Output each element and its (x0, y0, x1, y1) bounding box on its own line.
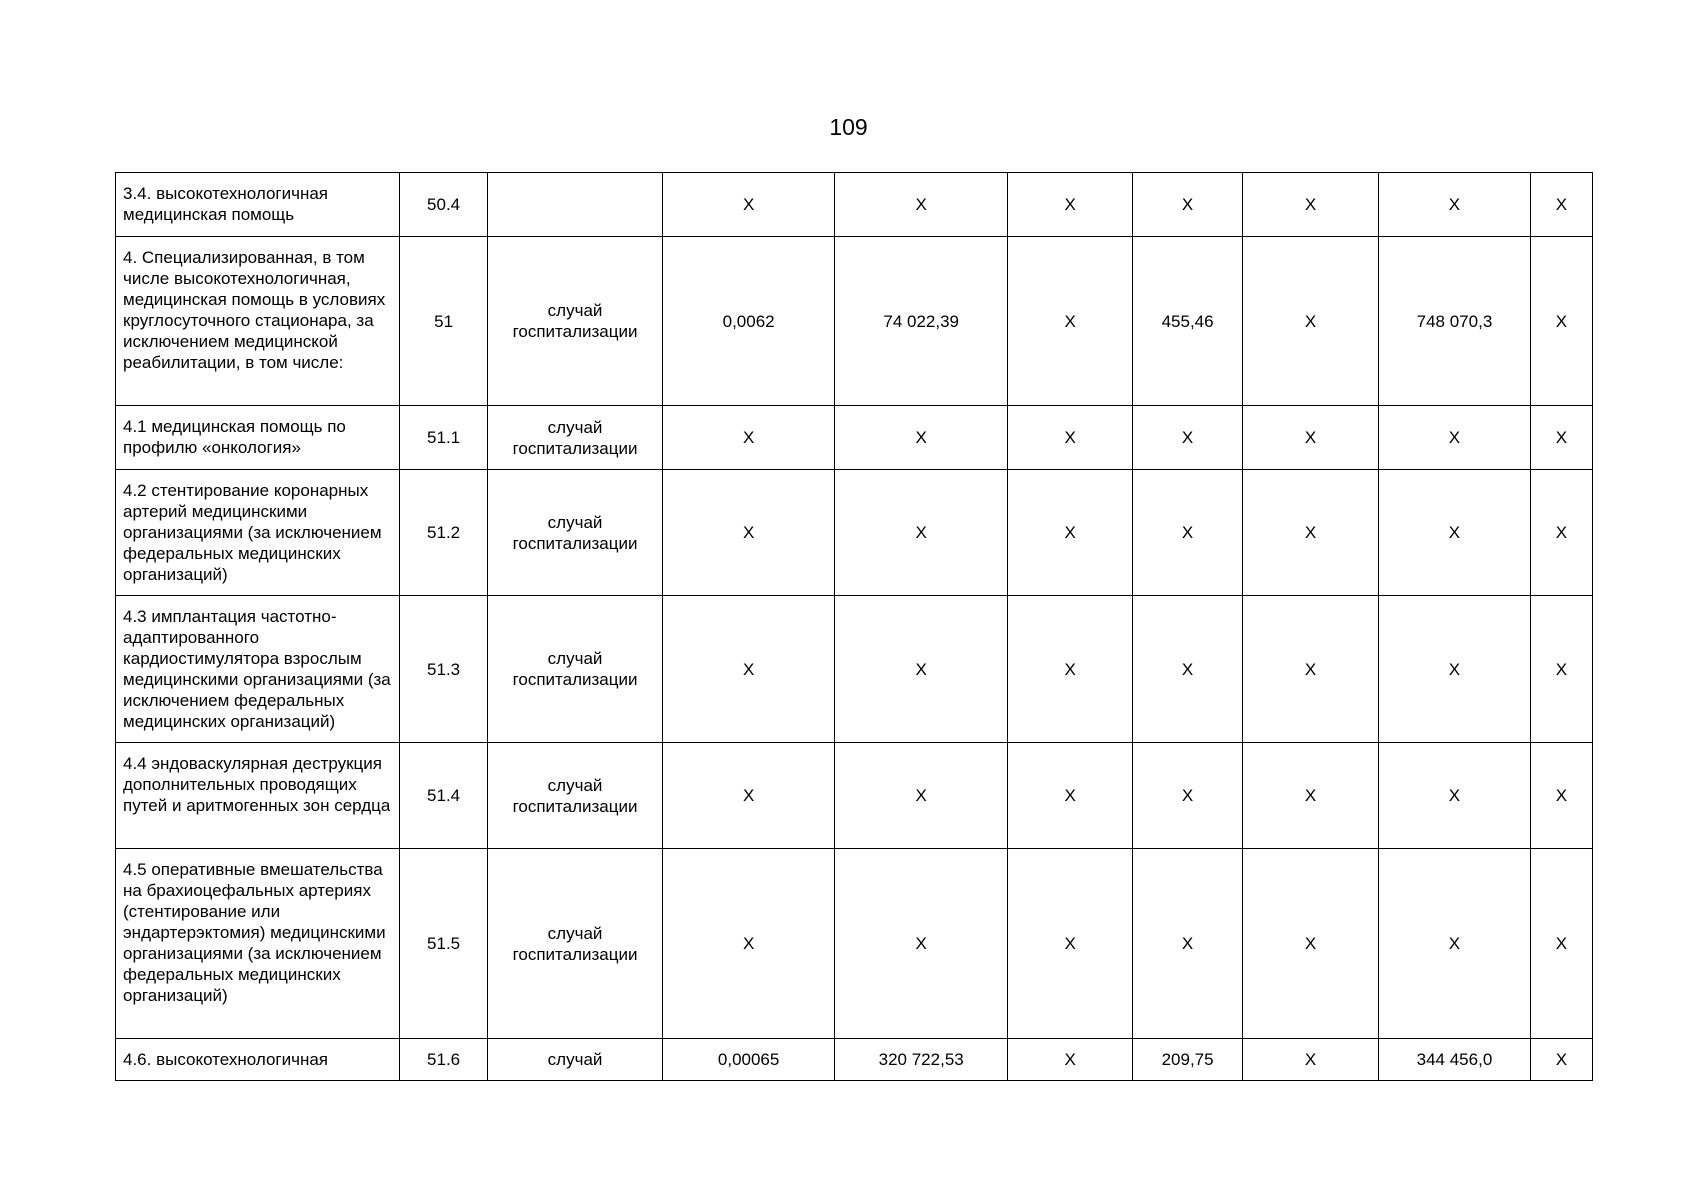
row-description: 4.2 стентирование коронарных артерий медицинскими организациями (за исключением федеральных медицинских организаций) (116, 470, 400, 596)
row-cell: X (1379, 406, 1531, 470)
table-row (116, 406, 1593, 470)
row-cell: X (1007, 406, 1132, 470)
table-row (116, 849, 1593, 1039)
row-cell: 455,46 (1133, 237, 1242, 406)
row-cell: X (1133, 849, 1242, 1039)
row-cell: X (1133, 406, 1242, 470)
row-cell: 344 456,0 (1379, 1039, 1531, 1081)
row-cell: X (1379, 470, 1531, 596)
row-line-number: 51.2 (399, 470, 487, 596)
row-cell: X (1007, 849, 1132, 1039)
row-cell: X (1133, 743, 1242, 849)
row-description: 4.6. высокотехнологичная (116, 1039, 400, 1081)
row-cell: X (835, 849, 1008, 1039)
row-cell: X (1379, 849, 1531, 1039)
row-description: 4.3 имплантация частотно-адаптированного кардиостимулятора взрослым медицинскими организациями (за исключением федеральных медицинских организаций) (116, 596, 400, 743)
row-line-number: 51.3 (399, 596, 487, 743)
row-cell: X (1133, 596, 1242, 743)
row-description: 3.4. высокотехнологичная медицинская помощь (116, 173, 400, 237)
row-cell: X (1007, 470, 1132, 596)
row-unit: случай госпитализации (488, 237, 663, 406)
row-description: 4.5 оперативные вмешательства на брахиоцефальных артериях (стентирование или эндартерэктомия) медицинскими организациями (за исключением федеральных медицинских организаций) (116, 849, 400, 1039)
row-cell: 0,00065 (662, 1039, 835, 1081)
row-cell: X (662, 743, 835, 849)
row-line-number: 51.6 (399, 1039, 487, 1081)
row-cell: X (1379, 173, 1531, 237)
row-cell: X (1530, 1039, 1592, 1081)
row-unit: случай госпитализации (488, 406, 663, 470)
row-cell: X (835, 173, 1008, 237)
row-line-number: 51.5 (399, 849, 487, 1039)
row-cell: X (1242, 849, 1378, 1039)
row-cell: X (1242, 596, 1378, 743)
row-unit: случай госпитализации (488, 596, 663, 743)
row-cell: 209,75 (1133, 1039, 1242, 1081)
row-cell: X (1530, 406, 1592, 470)
row-cell: X (1530, 173, 1592, 237)
row-cell: X (1242, 1039, 1378, 1081)
row-cell: X (1133, 470, 1242, 596)
row-cell: X (1530, 743, 1592, 849)
row-cell: X (835, 470, 1008, 596)
table-row (116, 1039, 1593, 1081)
table-row (116, 173, 1593, 237)
row-cell: X (1007, 743, 1132, 849)
row-cell: X (662, 406, 835, 470)
row-cell: X (1379, 743, 1531, 849)
row-cell: 748 070,3 (1379, 237, 1531, 406)
row-unit: случай госпитализации (488, 470, 663, 596)
row-cell: X (662, 849, 835, 1039)
row-cell: X (1242, 173, 1378, 237)
table-row (116, 596, 1593, 743)
row-unit (488, 173, 663, 237)
row-cell: X (1007, 173, 1132, 237)
row-line-number: 51.4 (399, 743, 487, 849)
page-number: 109 (829, 114, 868, 140)
row-cell: 74 022,39 (835, 237, 1008, 406)
row-cell: X (1530, 849, 1592, 1039)
row-cell: X (1007, 1039, 1132, 1081)
row-cell: X (1242, 470, 1378, 596)
row-cell: X (835, 406, 1008, 470)
row-unit: случай госпитализации (488, 743, 663, 849)
row-line-number: 51 (399, 237, 487, 406)
row-cell: X (662, 596, 835, 743)
row-cell: X (1007, 596, 1132, 743)
row-description: 4. Специализированная, в том числе высокотехнологичная, медицинская помощь в условиях круглосуточного стационара, за исключением медицинской реабилитации, в том числе: (116, 237, 400, 406)
row-cell: X (1242, 237, 1378, 406)
table-row (116, 743, 1593, 849)
row-unit: случай госпитализации (488, 849, 663, 1039)
row-cell: X (1007, 237, 1132, 406)
row-cell: X (662, 173, 835, 237)
row-cell: X (1530, 237, 1592, 406)
row-line-number: 51.1 (399, 406, 487, 470)
row-cell: X (1379, 596, 1531, 743)
row-line-number: 50.4 (399, 173, 487, 237)
row-description: 4.1 медицинская помощь по профилю «онкология» (116, 406, 400, 470)
row-cell: X (662, 470, 835, 596)
table-row (116, 237, 1593, 406)
row-unit: случай (488, 1039, 663, 1081)
row-cell: X (1133, 173, 1242, 237)
row-cell: X (1242, 743, 1378, 849)
row-cell: 0,0062 (662, 237, 835, 406)
data-table (115, 172, 1593, 1081)
row-description: 4.4 эндоваскулярная деструкция дополнительных проводящих путей и аритмогенных зон сердца (116, 743, 400, 849)
row-cell: X (1530, 596, 1592, 743)
row-cell: X (835, 743, 1008, 849)
row-cell: X (1242, 406, 1378, 470)
row-cell: X (1530, 470, 1592, 596)
row-cell: 320 722,53 (835, 1039, 1008, 1081)
row-cell: X (835, 596, 1008, 743)
table-row (116, 470, 1593, 596)
